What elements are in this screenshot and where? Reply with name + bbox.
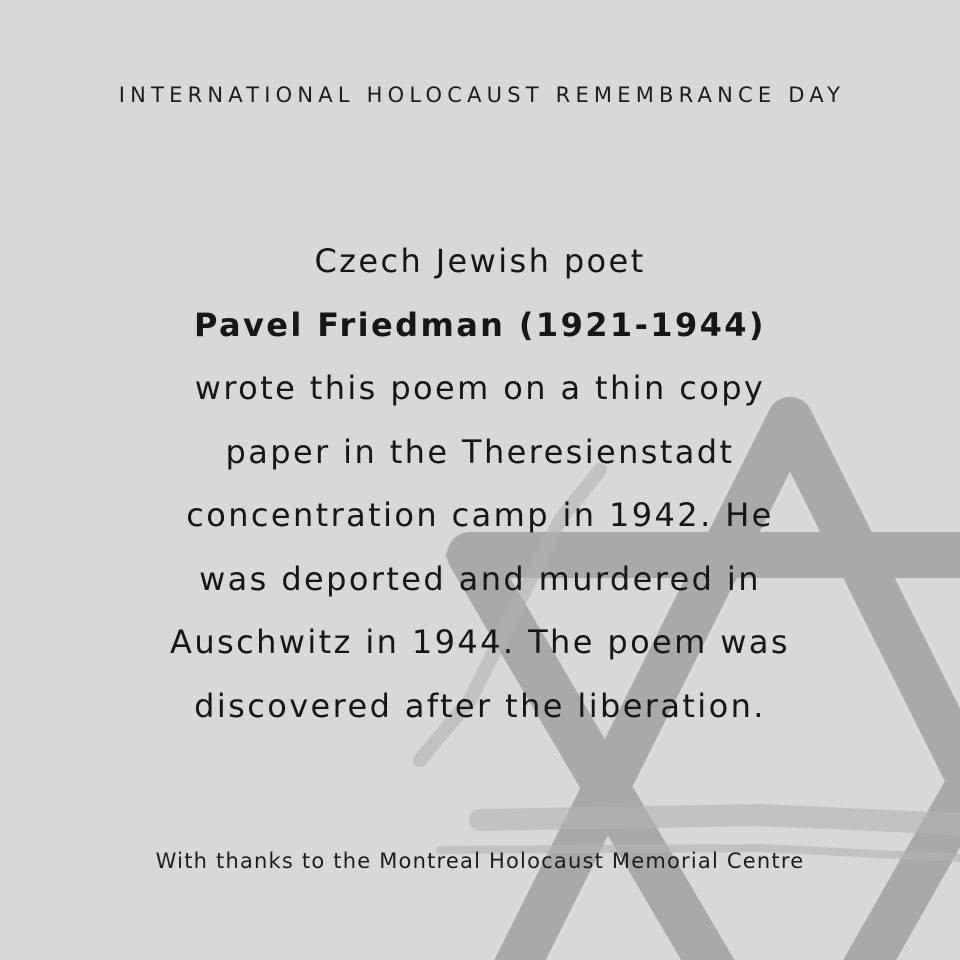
intro-line: concentration camp in 1942. He xyxy=(186,496,774,534)
intro-line: wrote this poem on a thin copy xyxy=(194,369,766,407)
poet-name-line: Pavel Friedman (1921-1944) xyxy=(194,305,766,344)
credit-footer: With thanks to the Montreal Holocaust Memorial Centre xyxy=(155,849,805,873)
intro-line: paper in the Theresienstadt xyxy=(225,432,735,471)
intro-line: discovered after the liberation. xyxy=(194,686,766,725)
poem-introduction xyxy=(0,230,960,738)
page-title: INTERNATIONAL HOLOCAUST REMEMBRANCE DAY xyxy=(118,83,846,107)
intro-line: Auschwitz in 1944. The poem was xyxy=(170,623,790,661)
intro-line: Czech Jewish poet xyxy=(314,242,646,280)
intro-line: was deported and murdered in xyxy=(199,559,761,598)
